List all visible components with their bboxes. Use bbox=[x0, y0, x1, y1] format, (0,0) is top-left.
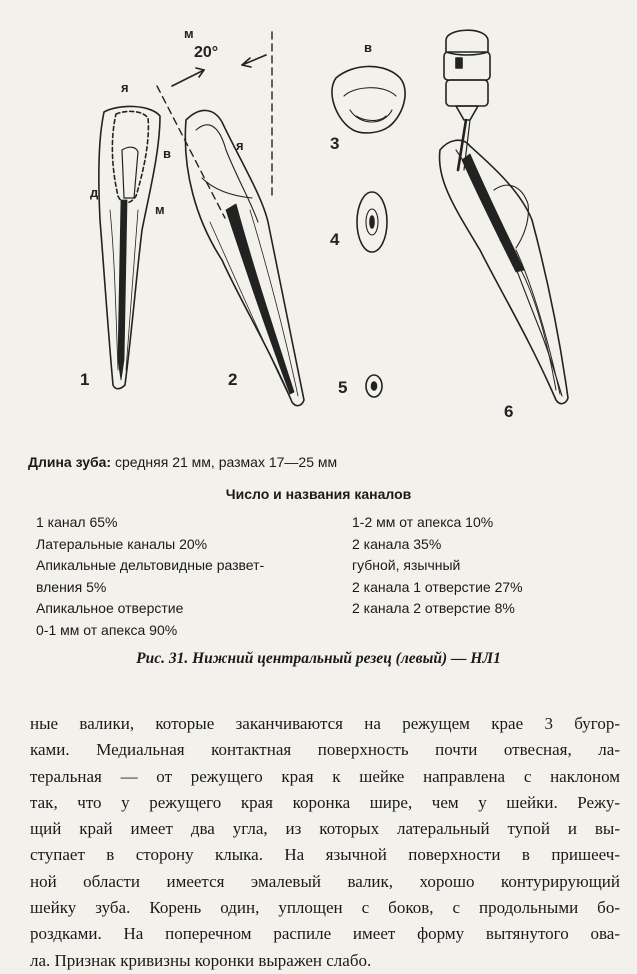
figure-number-3: 3 bbox=[330, 134, 340, 153]
label-m-top: м bbox=[184, 26, 194, 41]
body-line: шейку зуба. Корень один, уплощен с боков, с продольными бо- bbox=[30, 898, 620, 918]
channels-line: 2 канала 35% bbox=[352, 535, 442, 552]
body-line: ступает в сторону клыка. На язычной поверхности в пришееч- bbox=[30, 845, 620, 865]
body-line: ной области имеется эмалевый валик, хорошо контурирующий bbox=[30, 871, 620, 891]
channels-line: 1 канал 65% bbox=[36, 514, 118, 530]
channels-right-column bbox=[352, 512, 622, 620]
tooth-6-drawing bbox=[439, 30, 568, 403]
body-line: роздками. На поперечном распиле имеет форму вытянутого ова- bbox=[30, 924, 620, 944]
label-m-1: м bbox=[155, 202, 165, 217]
figure-number-5: 5 bbox=[338, 378, 348, 397]
body-text bbox=[30, 711, 620, 974]
channels-line: 2 канала 2 отверстие 8% bbox=[352, 600, 515, 616]
label-angle: 20° bbox=[194, 44, 219, 61]
tooth-length-label: Длина зуба: bbox=[28, 454, 112, 470]
channels-line: 0-1 мм от апекса 90% bbox=[36, 621, 178, 638]
channels-title: Число и названия каналов bbox=[225, 486, 412, 502]
tooth-1-drawing bbox=[99, 106, 160, 388]
channels-line: 1-2 мм от апекса 10% bbox=[352, 514, 494, 530]
section-5-drawing bbox=[366, 375, 382, 397]
channels-line: губной, язычный bbox=[352, 557, 461, 573]
tooth-figure bbox=[0, 0, 637, 450]
figure-number-2: 2 bbox=[228, 370, 238, 389]
label-v-1: в bbox=[163, 146, 171, 161]
figure-caption: Рис. 31. Нижний центральный резец (левый) — НЛ1 bbox=[136, 650, 501, 667]
label-v-top: в bbox=[364, 40, 372, 55]
label-ya-1: я bbox=[121, 80, 129, 95]
channels-line: 2 канала 1 отверстие 27% bbox=[352, 578, 523, 595]
channels-left-column bbox=[36, 512, 336, 641]
section-3-drawing bbox=[332, 66, 405, 132]
label-ya-2: я bbox=[236, 138, 244, 153]
body-line: щий край имеет два угла, из которых латеральный тупой и вы- bbox=[30, 819, 620, 839]
figure-number-4: 4 bbox=[330, 230, 340, 249]
body-line: ные валики, которые заканчиваются на режущем крае 3 бугор- bbox=[30, 714, 620, 733]
body-line: так, что у режущего края коронка шире, чем у шейки. Режу- bbox=[30, 792, 620, 812]
channels-line: Латеральные каналы 20% bbox=[36, 535, 208, 552]
figure-number-6: 6 bbox=[504, 402, 514, 421]
tooth-length bbox=[28, 454, 337, 470]
label-d: д bbox=[90, 185, 99, 200]
body-line: ла. Признак кривизны коронки выражен слабо. bbox=[30, 950, 372, 970]
body-line: ками. Медиальная контактная поверхность почти отвесная, ла- bbox=[30, 740, 620, 760]
tooth-length-value: средняя 21 мм, размах 17—25 мм bbox=[115, 454, 338, 470]
body-line: теральная — от режущего края к шейке направлена с наклоном bbox=[30, 766, 620, 786]
tooth-drawings bbox=[0, 0, 637, 450]
section-4-drawing bbox=[357, 192, 387, 252]
channels-line: вления 5% bbox=[36, 578, 107, 595]
tooth-2-drawing bbox=[185, 110, 304, 405]
channels-line: Апикальные дельтовидные развет- bbox=[36, 557, 265, 573]
channels-line: Апикальное отверстие bbox=[36, 600, 184, 616]
figure-number-1: 1 bbox=[80, 370, 90, 389]
